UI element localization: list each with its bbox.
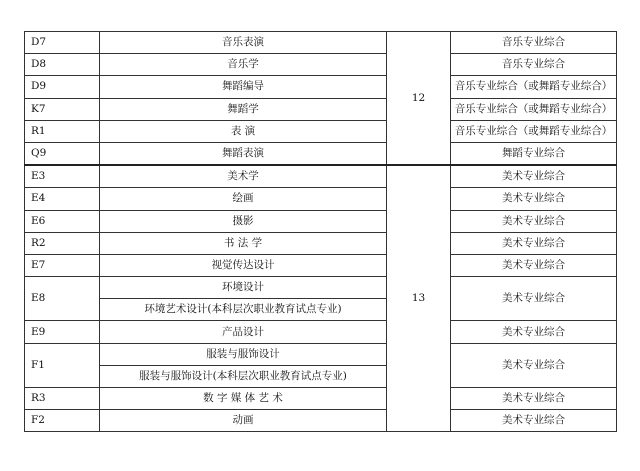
exam-subject-cell: 音乐专业综合 [451,54,617,76]
exam-subject-cell: 美术专业综合 [451,232,617,254]
group-number-cell: 12 [387,32,451,166]
table-row [25,254,617,276]
table-row [25,120,617,142]
table-row [25,54,617,76]
major-name-cell: 环境艺术设计(本科层次职业教育试点专业) [100,299,387,321]
major-code-cell: R2 [25,232,100,254]
table-row [25,277,617,299]
major-name-cell: 动画 [100,410,387,432]
major-name-cell: 美术学 [100,165,387,188]
major-code-cell: K7 [25,98,100,120]
exam-subject-cell: 美术专业综合 [451,343,617,387]
exam-subject-cell: 美术专业综合 [451,165,617,188]
exam-subject-cell: 音乐专业综合（或舞蹈专业综合） [451,76,617,98]
exam-subject-cell: 美术专业综合 [451,188,617,210]
table-row [25,410,617,432]
table-row [25,32,617,54]
exam-subject-cell: 舞蹈专业综合 [451,142,617,165]
major-name-cell: 舞蹈表演 [100,142,387,165]
exam-subject-cell: 美术专业综合 [451,321,617,343]
major-name-cell: 数 字 媒 体 艺 术 [100,388,387,410]
major-code-cell: F1 [25,343,100,387]
table-row [25,165,617,188]
major-name-cell: 舞蹈学 [100,98,387,120]
table-row [25,343,617,365]
table-body [25,32,617,432]
major-code-cell: D8 [25,54,100,76]
exam-subject-cell: 美术专业综合 [451,277,617,321]
major-name-cell: 服装与服饰设计 [100,343,387,365]
table-row [25,232,617,254]
majors-table [24,31,617,432]
major-code-cell: Q9 [25,142,100,165]
major-code-cell: E6 [25,210,100,232]
table-row [25,142,617,165]
exam-subject-cell: 音乐专业综合 [451,32,617,54]
major-name-cell: 服装与服饰设计(本科层次职业教育试点专业) [100,365,387,387]
major-name-cell: 音乐学 [100,54,387,76]
table-row [25,98,617,120]
exam-subject-cell: 音乐专业综合（或舞蹈专业综合） [451,98,617,120]
exam-subject-cell: 美术专业综合 [451,254,617,276]
major-name-cell: 环境设计 [100,277,387,299]
exam-subject-cell: 音乐专业综合（或舞蹈专业综合） [451,120,617,142]
exam-subject-cell: 美术专业综合 [451,210,617,232]
exam-subject-cell: 美术专业综合 [451,410,617,432]
major-name-cell: 视觉传达设计 [100,254,387,276]
major-code-cell: E4 [25,188,100,210]
exam-subject-cell: 美术专业综合 [451,388,617,410]
major-code-cell: R1 [25,120,100,142]
major-name-cell: 绘画 [100,188,387,210]
major-code-cell: D7 [25,32,100,54]
major-code-cell: F2 [25,410,100,432]
major-name-cell: 书 法 学 [100,232,387,254]
table-row [25,188,617,210]
major-name-cell: 摄影 [100,210,387,232]
major-name-cell: 表 演 [100,120,387,142]
major-code-cell: E9 [25,321,100,343]
group-number-cell: 13 [387,165,451,432]
major-name-cell: 音乐表演 [100,32,387,54]
table-row [25,76,617,98]
table-row [25,210,617,232]
major-code-cell: E3 [25,165,100,188]
major-code-cell: E7 [25,254,100,276]
major-code-cell: R3 [25,388,100,410]
table-row [25,321,617,343]
table-row [25,388,617,410]
major-name-cell: 产品设计 [100,321,387,343]
major-name-cell: 舞蹈编导 [100,76,387,98]
major-code-cell: D9 [25,76,100,98]
major-code-cell: E8 [25,277,100,321]
